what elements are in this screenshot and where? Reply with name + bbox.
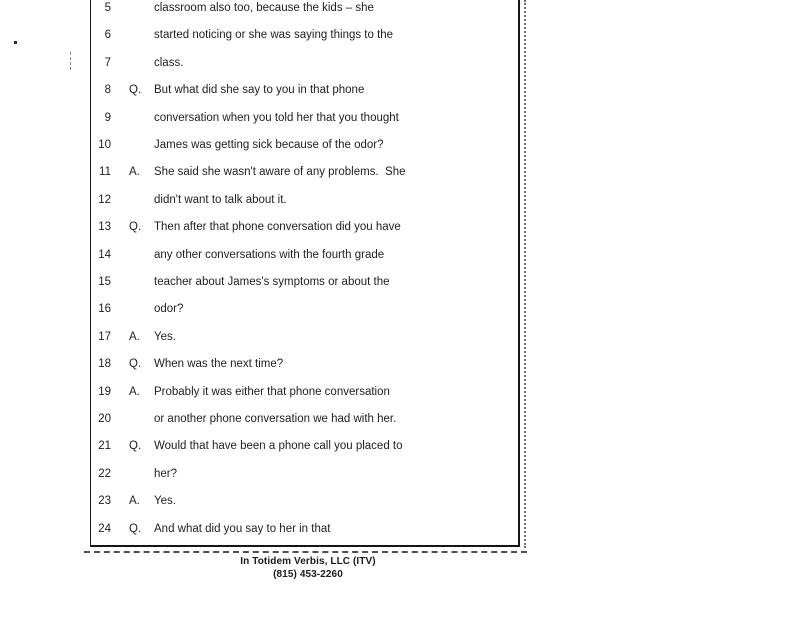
line-text: any other conversations with the fourth grade [154, 248, 385, 261]
line-text: classroom also too, because the kids – she [154, 2, 374, 14]
transcript-line [91, 412, 518, 430]
scan-noise-vertical-line [524, 0, 526, 548]
line-text: Then after that phone conversation did you have [154, 221, 401, 234]
line-number: 16 [98, 303, 111, 316]
line-number: 18 [98, 358, 111, 371]
scan-noise-horizontal-line [84, 551, 527, 553]
line-text: didn't want to talk about it. [154, 193, 287, 206]
line-text: conversation when you told her that you thought [154, 111, 399, 124]
line-text: She said she wasn't aware of any problems. She [154, 166, 406, 179]
line-number: 8 [104, 84, 111, 97]
line-number: 17 [98, 330, 111, 343]
transcript-line [91, 138, 518, 156]
speaker-marker: Q. [129, 358, 142, 371]
line-text: started noticing or she was saying things to the [154, 29, 394, 42]
speaker-marker: Q. [129, 440, 142, 453]
line-number: 13 [98, 221, 111, 234]
transcript-line [91, 522, 518, 540]
line-text: But what did she say to you in that phone [154, 84, 365, 97]
speaker-marker: A. [129, 166, 140, 179]
transcript-page [90, 0, 520, 547]
transcript-line [91, 56, 518, 74]
line-text: or another phone conversation we had with her. [154, 413, 397, 425]
line-number: 15 [98, 276, 111, 288]
reporter-name: In Totidem Verbis, LLC (ITV) [240, 556, 376, 567]
transcript-line [91, 357, 518, 375]
line-number: 24 [98, 522, 111, 535]
line-number: 12 [98, 193, 111, 206]
line-text: Yes. [154, 495, 176, 508]
transcript-line [91, 220, 518, 238]
speaker-marker: A. [129, 330, 140, 343]
transcript-line [91, 439, 518, 457]
transcript-line [91, 302, 518, 320]
transcript-line [91, 275, 518, 293]
line-number: 7 [104, 56, 111, 69]
line-text: class. [154, 56, 184, 69]
transcript-line [91, 165, 518, 183]
speaker-marker: A. [129, 385, 140, 398]
transcript-line [91, 467, 518, 485]
line-number: 11 [99, 166, 111, 179]
speaker-marker: Q. [129, 522, 142, 535]
transcript-line [91, 385, 518, 403]
transcript-line [91, 28, 518, 46]
line-text: teacher about James's symptoms or about the [154, 276, 390, 288]
scan-speck [14, 41, 17, 44]
transcript-line [91, 193, 518, 211]
scan-noise-left-ticks [70, 52, 71, 70]
line-number: 23 [98, 495, 111, 508]
transcript-line [91, 330, 518, 348]
line-number: 20 [98, 413, 111, 425]
line-number: 21 [98, 440, 111, 453]
transcript-line [91, 83, 518, 101]
line-text: Probably it was either that phone conversation [154, 385, 390, 398]
transcript-line [91, 248, 518, 266]
line-text: When was the next time? [154, 358, 284, 371]
transcript-line [91, 494, 518, 512]
line-text: odor? [154, 303, 184, 316]
speaker-marker: Q. [129, 84, 142, 97]
line-number: 14 [98, 248, 111, 261]
line-text: And what did you say to her in that [154, 522, 331, 535]
reporter-phone: (815) 453-2260 [273, 568, 343, 580]
line-number: 9 [104, 111, 111, 124]
speaker-marker: Q. [129, 221, 142, 234]
line-number: 19 [98, 385, 111, 398]
line-number: 10 [98, 139, 111, 151]
speaker-marker: A. [129, 495, 140, 508]
line-text: her? [154, 467, 178, 480]
transcript-line [91, 1, 518, 19]
line-number: 6 [104, 29, 111, 42]
reporter-footer [90, 556, 526, 581]
transcript-line [91, 111, 518, 129]
line-number: 22 [98, 467, 111, 480]
line-text: Would that have been a phone call you placed to [154, 440, 403, 453]
line-text: Yes. [154, 330, 176, 343]
line-number: 5 [104, 2, 111, 14]
line-text: James was getting sick because of the odor? [154, 139, 384, 151]
